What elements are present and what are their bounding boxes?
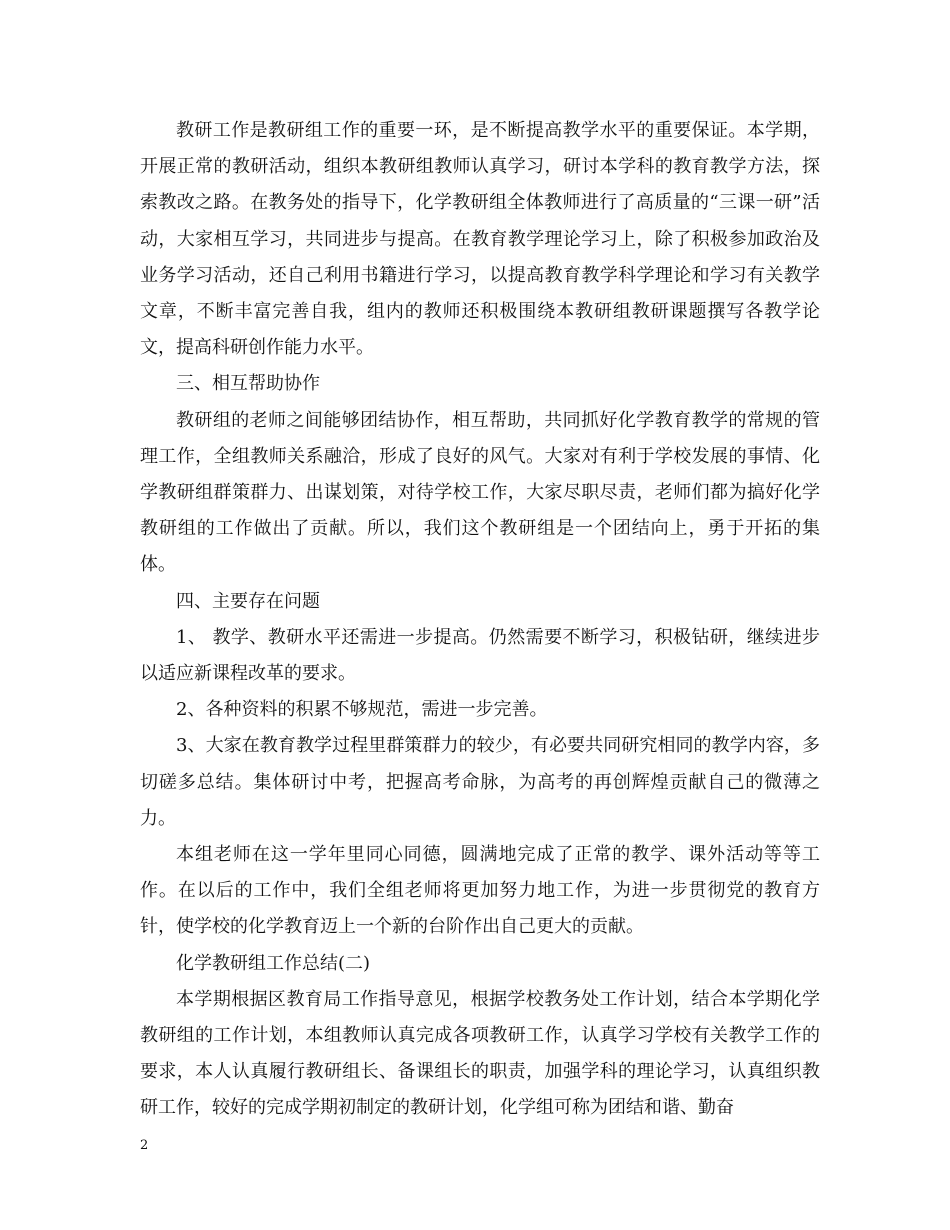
heading-mutual-help: 三、相互帮助协作 (176, 373, 320, 395)
heading-summary-two: 化学教研组工作总结(二) (176, 952, 371, 974)
list-item-problem-2: 2、各种资料的积累不够规范，需进一步完善。 (176, 699, 548, 721)
list-item-problem-1: 1、 教学、教研水平还需进一步提高。仍然需要不断学习，积极钻研，继续进步以适应新课程改革的要求。 (140, 626, 820, 685)
document-body (140, 113, 820, 1127)
page-number: 2 (140, 1138, 149, 1153)
heading-main-problems: 四、主要存在问题 (176, 590, 320, 612)
paragraph-conclusion: 本组老师在这一学年里同心同德，圆满地完成了正常的教学、课外活动等等工作。在以后的工作中，我们全组老师将更加努力地工作，为进一步贯彻党的教育方针，使学校的化学教育迈上一个新的台阶作出自己更大的贡献。 (140, 844, 820, 938)
paragraph-summary-two-body: 本学期根据区教育局工作指导意见，根据学校教务处工作计划，结合本学期化学教研组的工作计划，本组教师认真完成各项教研工作，认真学习学校有关教学工作的要求，本人认真履行教研组长、备课组长的职责，加强学科的理论学习，认真组织教研工作，较好的完成学期初制定的教研计划，化学组可称为团结和谐、勤奋 (140, 988, 820, 1119)
paragraph-cooperation: 教研组的老师之间能够团结协作，相互帮助，共同抓好化学教育教学的常规的管理工作，全组教师关系融洽，形成了良好的风气。大家对有利于学校发展的事情、化学教研组群策群力、出谋划策，对待学校工作，大家尽职尽责，老师们都为搞好化学教研组的工作做出了贡献。所以，我们这个教研组是一个团结向上，勇于开拓的集体。 (140, 409, 820, 576)
paragraph-research-work: 教研工作是教研组工作的重要一环，是不断提高教学水平的重要保证。本学期，开展正常的教研活动，组织本教研组教师认真学习，研讨本学科的教育教学方法，探索教改之路。在教务处的指导下，化学教研组全体教师进行了高质量的“三课一研”活动，大家相互学习，共同进步与提高。在教育教学理论学习上，除了积极参加政治及业务学习活动，还自己利用书籍进行学习，以提高教育教学科学理论和学习有关教学文章，不断丰富完善自我，组内的教师还积极围绕本教研组教研课题撰写各教学论文，提高科研创作能力水平。 (140, 120, 820, 359)
list-item-problem-3: 3、大家在教育教学过程里群策群力的较少，有必要共同研究相同的教学内容，多切磋多总结。集体研讨中考，把握高考命脉，为高考的再创辉煌贡献自己的微薄之力。 (140, 735, 820, 829)
